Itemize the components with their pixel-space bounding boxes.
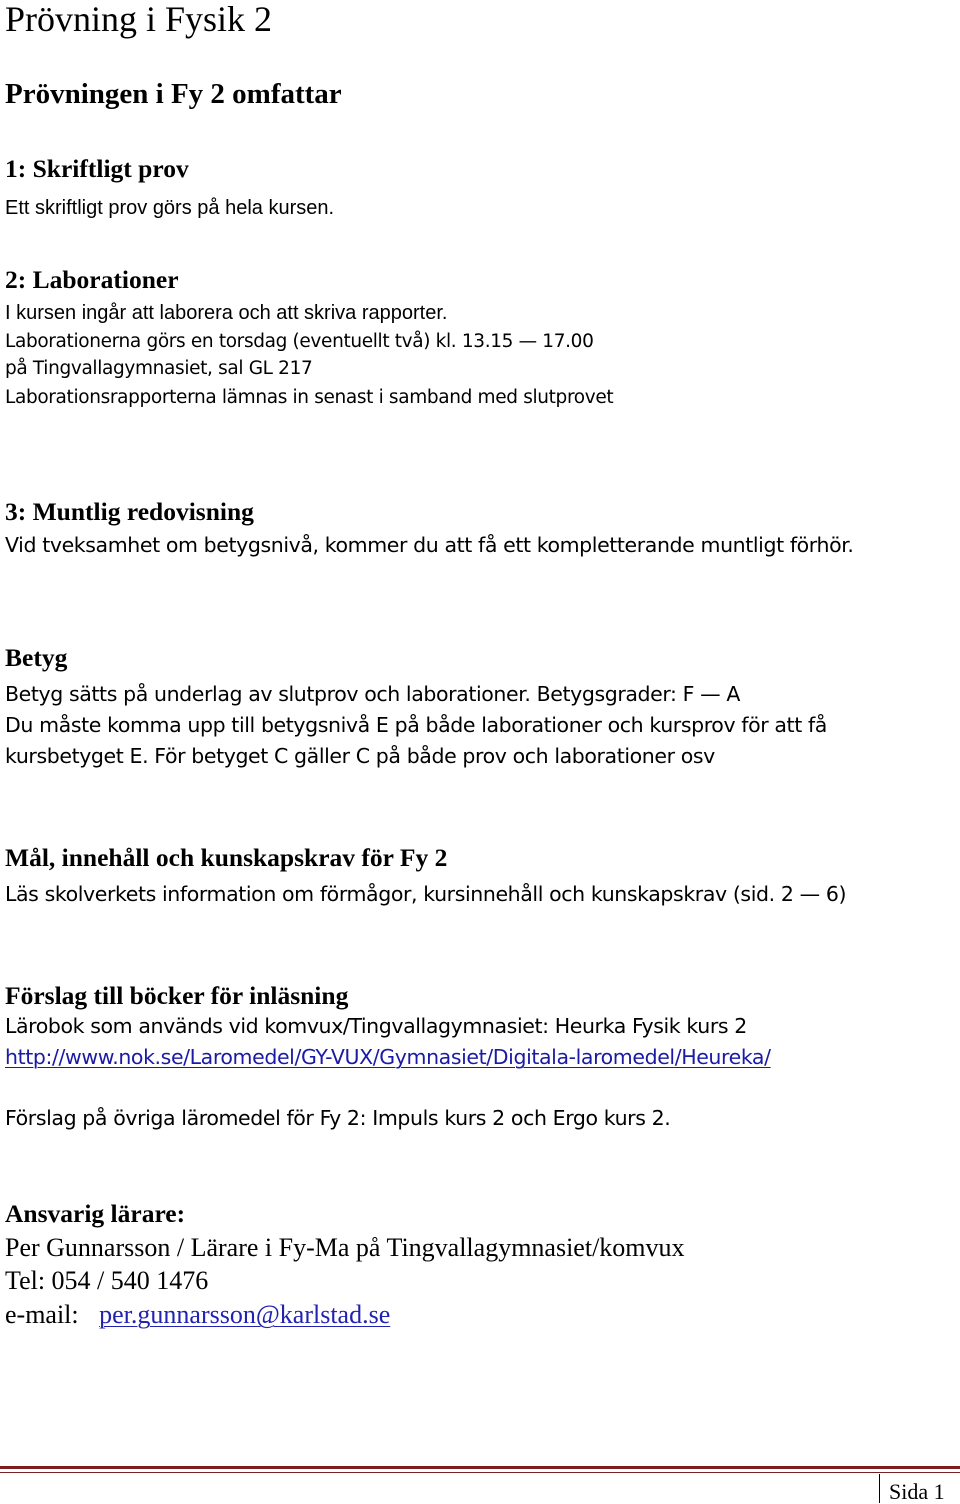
- section-grade-heading: Betyg: [5, 643, 68, 672]
- teacher-phone: Tel: 054 / 540 1476: [5, 1266, 209, 1295]
- section-books-other: Förslag på övriga läromedel för Fy 2: Impuls kurs 2 och Ergo kurs 2.: [5, 1106, 671, 1130]
- section-written-text: Ett skriftligt prov görs på hela kursen.: [5, 197, 335, 219]
- teacher-name: Per Gunnarsson / Lärare i Fy-Ma på Tingvallagymnasiet/komvux: [5, 1233, 685, 1262]
- section-labs-line-2: Laborationerna görs en torsdag (eventuellt två) kl. 13.15 — 17.00: [5, 331, 594, 352]
- section-labs-heading: 2: Laborationer: [5, 265, 179, 294]
- section-grade-line-1: Betyg sätts på underlag av slutprov och laborationer. Betygsgrader: F — A: [5, 682, 740, 706]
- section-labs-line-3: på Tingvallagymnasiet, sal GL 217: [5, 358, 313, 379]
- section-labs-line-4: Laborationsrapporterna lämnas in senast i samband med slutprovet: [5, 387, 614, 408]
- section-books-heading: Förslag till böcker för inläsning: [5, 981, 349, 1010]
- section-labs-line-1: I kursen ingår att laborera och att skriva rapporter.: [5, 302, 448, 324]
- section-grade-line-3: kursbetyget E. För betyget C gäller C på både prov och laborationer osv: [5, 744, 715, 768]
- footer-rule-thin: [0, 1472, 960, 1473]
- section-oral-heading: 3: Muntlig redovisning: [5, 497, 254, 526]
- email-link[interactable]: per.gunnarsson@karlstad.se: [99, 1300, 391, 1329]
- section-written-heading: 1: Skriftligt prov: [5, 154, 189, 183]
- textbook-link[interactable]: http://www.nok.se/Laromedel/GY-VUX/Gymnasiet/Digitala-laromedel/Heureka/: [5, 1045, 771, 1069]
- footer-separator: [879, 1474, 880, 1503]
- section-books-textbook: Lärobok som används vid komvux/Tingvallagymnasiet: Heurka Fysik kurs 2: [5, 1014, 747, 1038]
- page-subtitle: Prövningen i Fy 2 omfattar: [5, 78, 342, 110]
- teacher-email-row: [5, 1302, 390, 1328]
- section-goals-text: Läs skolverkets information om förmågor, kursinnehåll och kunskapskrav (sid. 2 — 6): [5, 882, 847, 906]
- section-goals-heading: Mål, innehåll och kunskapskrav för Fy 2: [5, 843, 448, 872]
- email-label: e-mail:: [5, 1300, 79, 1329]
- page-title: Prövning i Fysik 2: [5, 0, 273, 39]
- footer-rule: [0, 1466, 960, 1469]
- page-number: Sida 1: [889, 1479, 945, 1504]
- section-oral-text: Vid tveksamhet om betygsnivå, kommer du att få ett kompletterande muntligt förhör.: [5, 533, 854, 557]
- section-grade-line-2: Du måste komma upp till betygsnivå E på både laborationer och kursprov för att få: [5, 713, 827, 737]
- section-teacher-heading: Ansvarig lärare:: [5, 1199, 186, 1228]
